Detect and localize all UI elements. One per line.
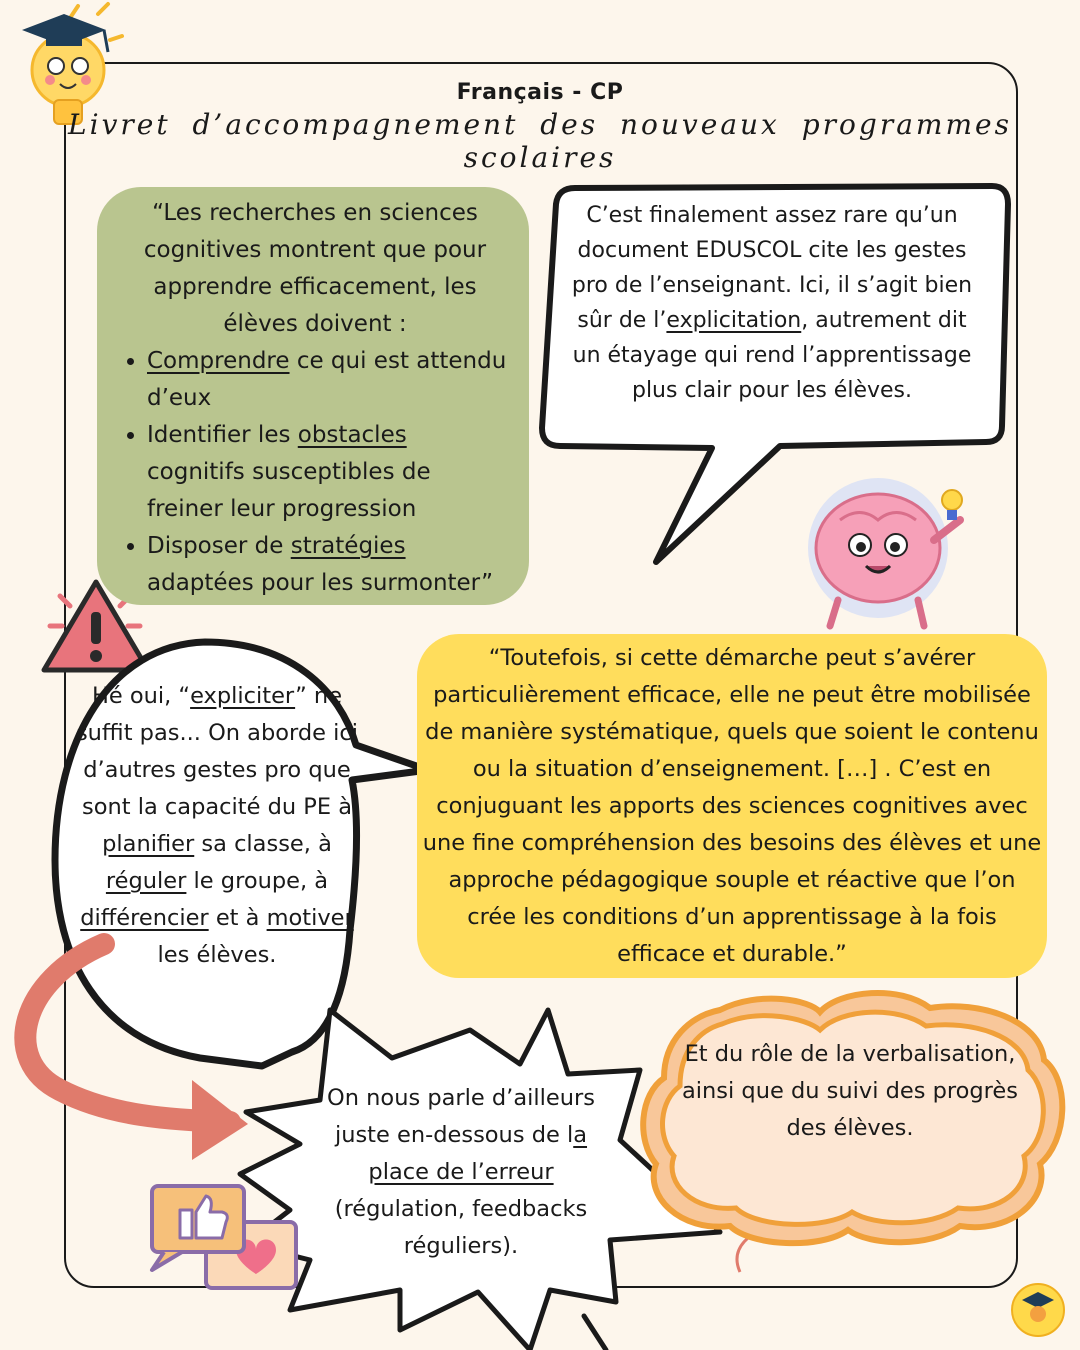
keyword: stratégies [290,533,406,559]
cloud-bubble-text: Et du rôle de la verbalisation, ainsi que du suivi des progrès des élèves. [681,1041,1019,1141]
quote-intro: “Les recherches en sciences cognitives montrent que pour apprendre efficacement, les élèves doivent : [143,200,487,337]
logo-icon [1012,1284,1064,1336]
list-item: • Disposer de stratégies adaptées pour les surmonter” [147,528,509,602]
keyword: explicitation [666,308,802,333]
booklet-title: Livret d’accompagnement des nouveaux programmes scolaires [68,108,1012,174]
quote-list [121,343,509,602]
brain-mascot-icon [808,478,962,626]
speech-bubble-text: C’est finalement assez rare qu’un document EDUSCOL cite les gestes pro de l’enseignant. Ici, il s’agit bien sûr de l’explicitation, autrement dit un étayage qui rend l’apprentissage plus clair pour les élèves. [571,203,973,403]
keyword: a place de l’erreur [368,1122,588,1185]
lightbulb-mascot-icon [22,4,122,124]
keyword: Comprendre [147,348,290,374]
quote-box-green [97,187,529,605]
subject-title: Français - CP [456,80,624,105]
burst-bubble-text: On nous parle d’ailleurs juste en-dessous de la place de l’erreur (régulation, feedbacks réguliers). [327,1085,595,1259]
keyword: obstacles [297,422,407,448]
list-item: • Comprendre ce qui est attendu d’eux [147,343,509,417]
list-item: • Identifier les obstacles cognitifs susceptibles de freiner leur progression [147,417,509,528]
oval-bubble-text: Hé oui, “expliciter” ne suffit pas... On aborde ici d’autres gestes pro que sont la capacité du PE à planifier sa classe, à réguler le groupe, à différencier et à motiver les élèves. [75,683,359,968]
quote-text: “Toutefois, si cette démarche peut s’avérer particulièrement efficace, elle ne peut être mobilisée de manière systématique, quels que soient le contenu ou la situation d’enseignement. […] . C’est en conjuguant les apports des sciences cognitives avec une fine compréhension des besoins des élèves et une approche pédagogique souple et réactive que l’on crée les conditions d’un apprentissage à la fois efficace et durable.” [422,645,1042,967]
quote-box-yellow [417,634,1047,978]
